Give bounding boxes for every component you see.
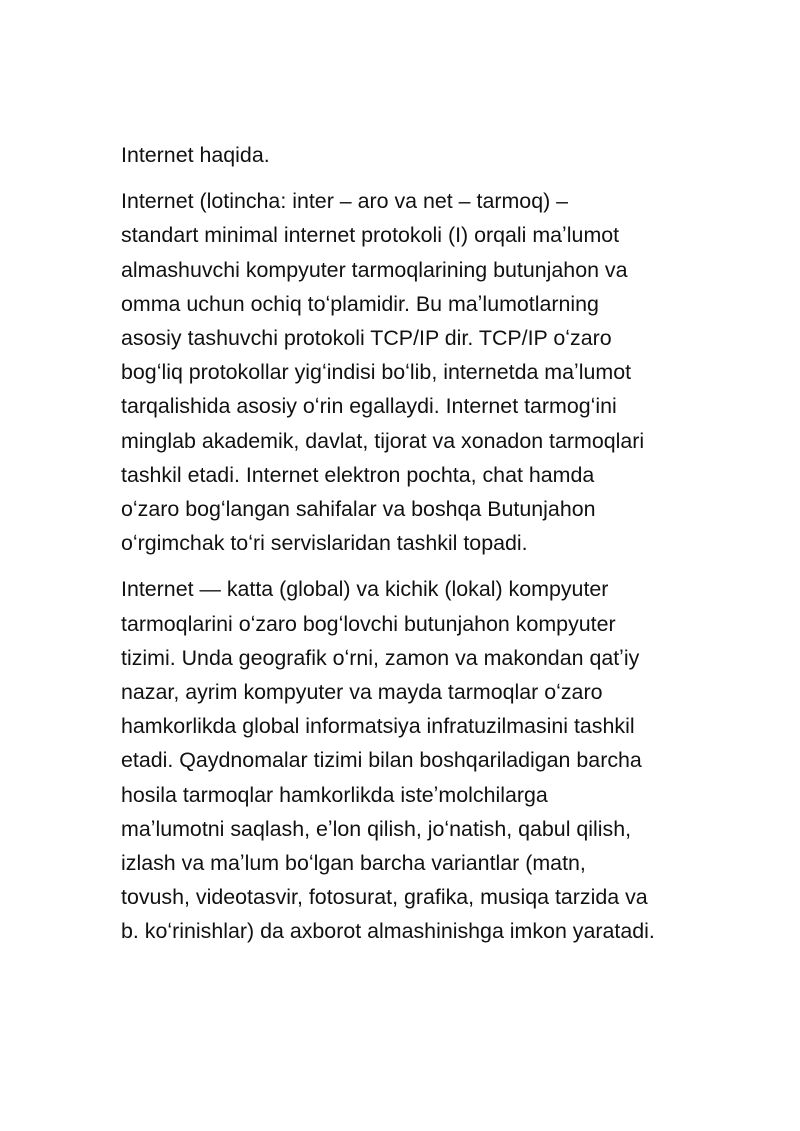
paragraph-line: oʻrgimchak toʻri servislaridan tashkil topadi. [121,531,528,556]
paragraph-line: Internet (lotincha: inter – aro va net – tarmoq) – [121,189,569,214]
paragraph-line: tovush, videotasvir, fotosurat, grafika, musiqa tarzida va [121,885,648,910]
paragraph-2 [121,572,686,948]
document-title: Internet haqida. [121,143,270,167]
paragraph-line: tarmoqlarini oʻzaro bogʻlovchi butunjahon kompyuter [121,611,616,636]
paragraph-1 [121,184,686,560]
paragraph-line: tizimi. Unda geografik oʻrni, zamon va makondan qatʼiy [121,645,640,670]
paragraph-line: izlash va maʼlum boʻlgan barcha variantlar (matn, [121,851,586,876]
paragraph-line: nazar, ayrim kompyuter va mayda tarmoqlar oʻzaro [121,680,603,705]
paragraph-line: omma uchun ochiq toʻplamidir. Bu maʼlumotlarning [121,291,599,316]
paragraph-line: b. koʻrinishlar) da axborot almashinishga imkon yaratadi. [121,919,655,944]
paragraph-line: tashkil etadi. Internet elektron pochta, chat hamda [121,462,595,487]
paragraph-line: oʻzaro bogʻlangan sahifalar va boshqa Butunjahon [121,497,596,522]
paragraph-line: minglab akademik, davlat, tijorat va xonadon tarmoqlari [121,428,645,453]
paragraph-line: maʼlumotni saqlash, eʼlon qilish, joʻnatish, qabul qilish, [121,816,632,841]
paragraph-line: almashuvchi kompyuter tarmoqlarining butunjahon va [121,257,628,282]
paragraph-line: asosiy tashuvchi protokoli TCP/IP dir. TCP/IP oʻzaro [121,326,612,351]
paragraph-line: hosila tarmoqlar hamkorlikda isteʼmolchilarga [121,782,548,807]
paragraph-line: etadi. Qaydnomalar tizimi bilan boshqariladigan barcha [121,748,642,773]
document-body [121,138,686,949]
paragraph-line: tarqalishida asosiy oʻrin egallaydi. Internet tarmogʻini [121,394,617,419]
paragraph-line: Internet — katta (global) va kichik (lokal) kompyuter [121,577,609,602]
paragraph-line: standart minimal internet protokoli (I) orqali maʼlumot [121,223,620,248]
paragraph-line: hamkorlikda global informatsiya infratuzilmasini tashkil [121,714,635,739]
paragraph-line: bogʻliq protokollar yigʻindisi boʻlib, internetda maʼlumot [121,360,632,385]
